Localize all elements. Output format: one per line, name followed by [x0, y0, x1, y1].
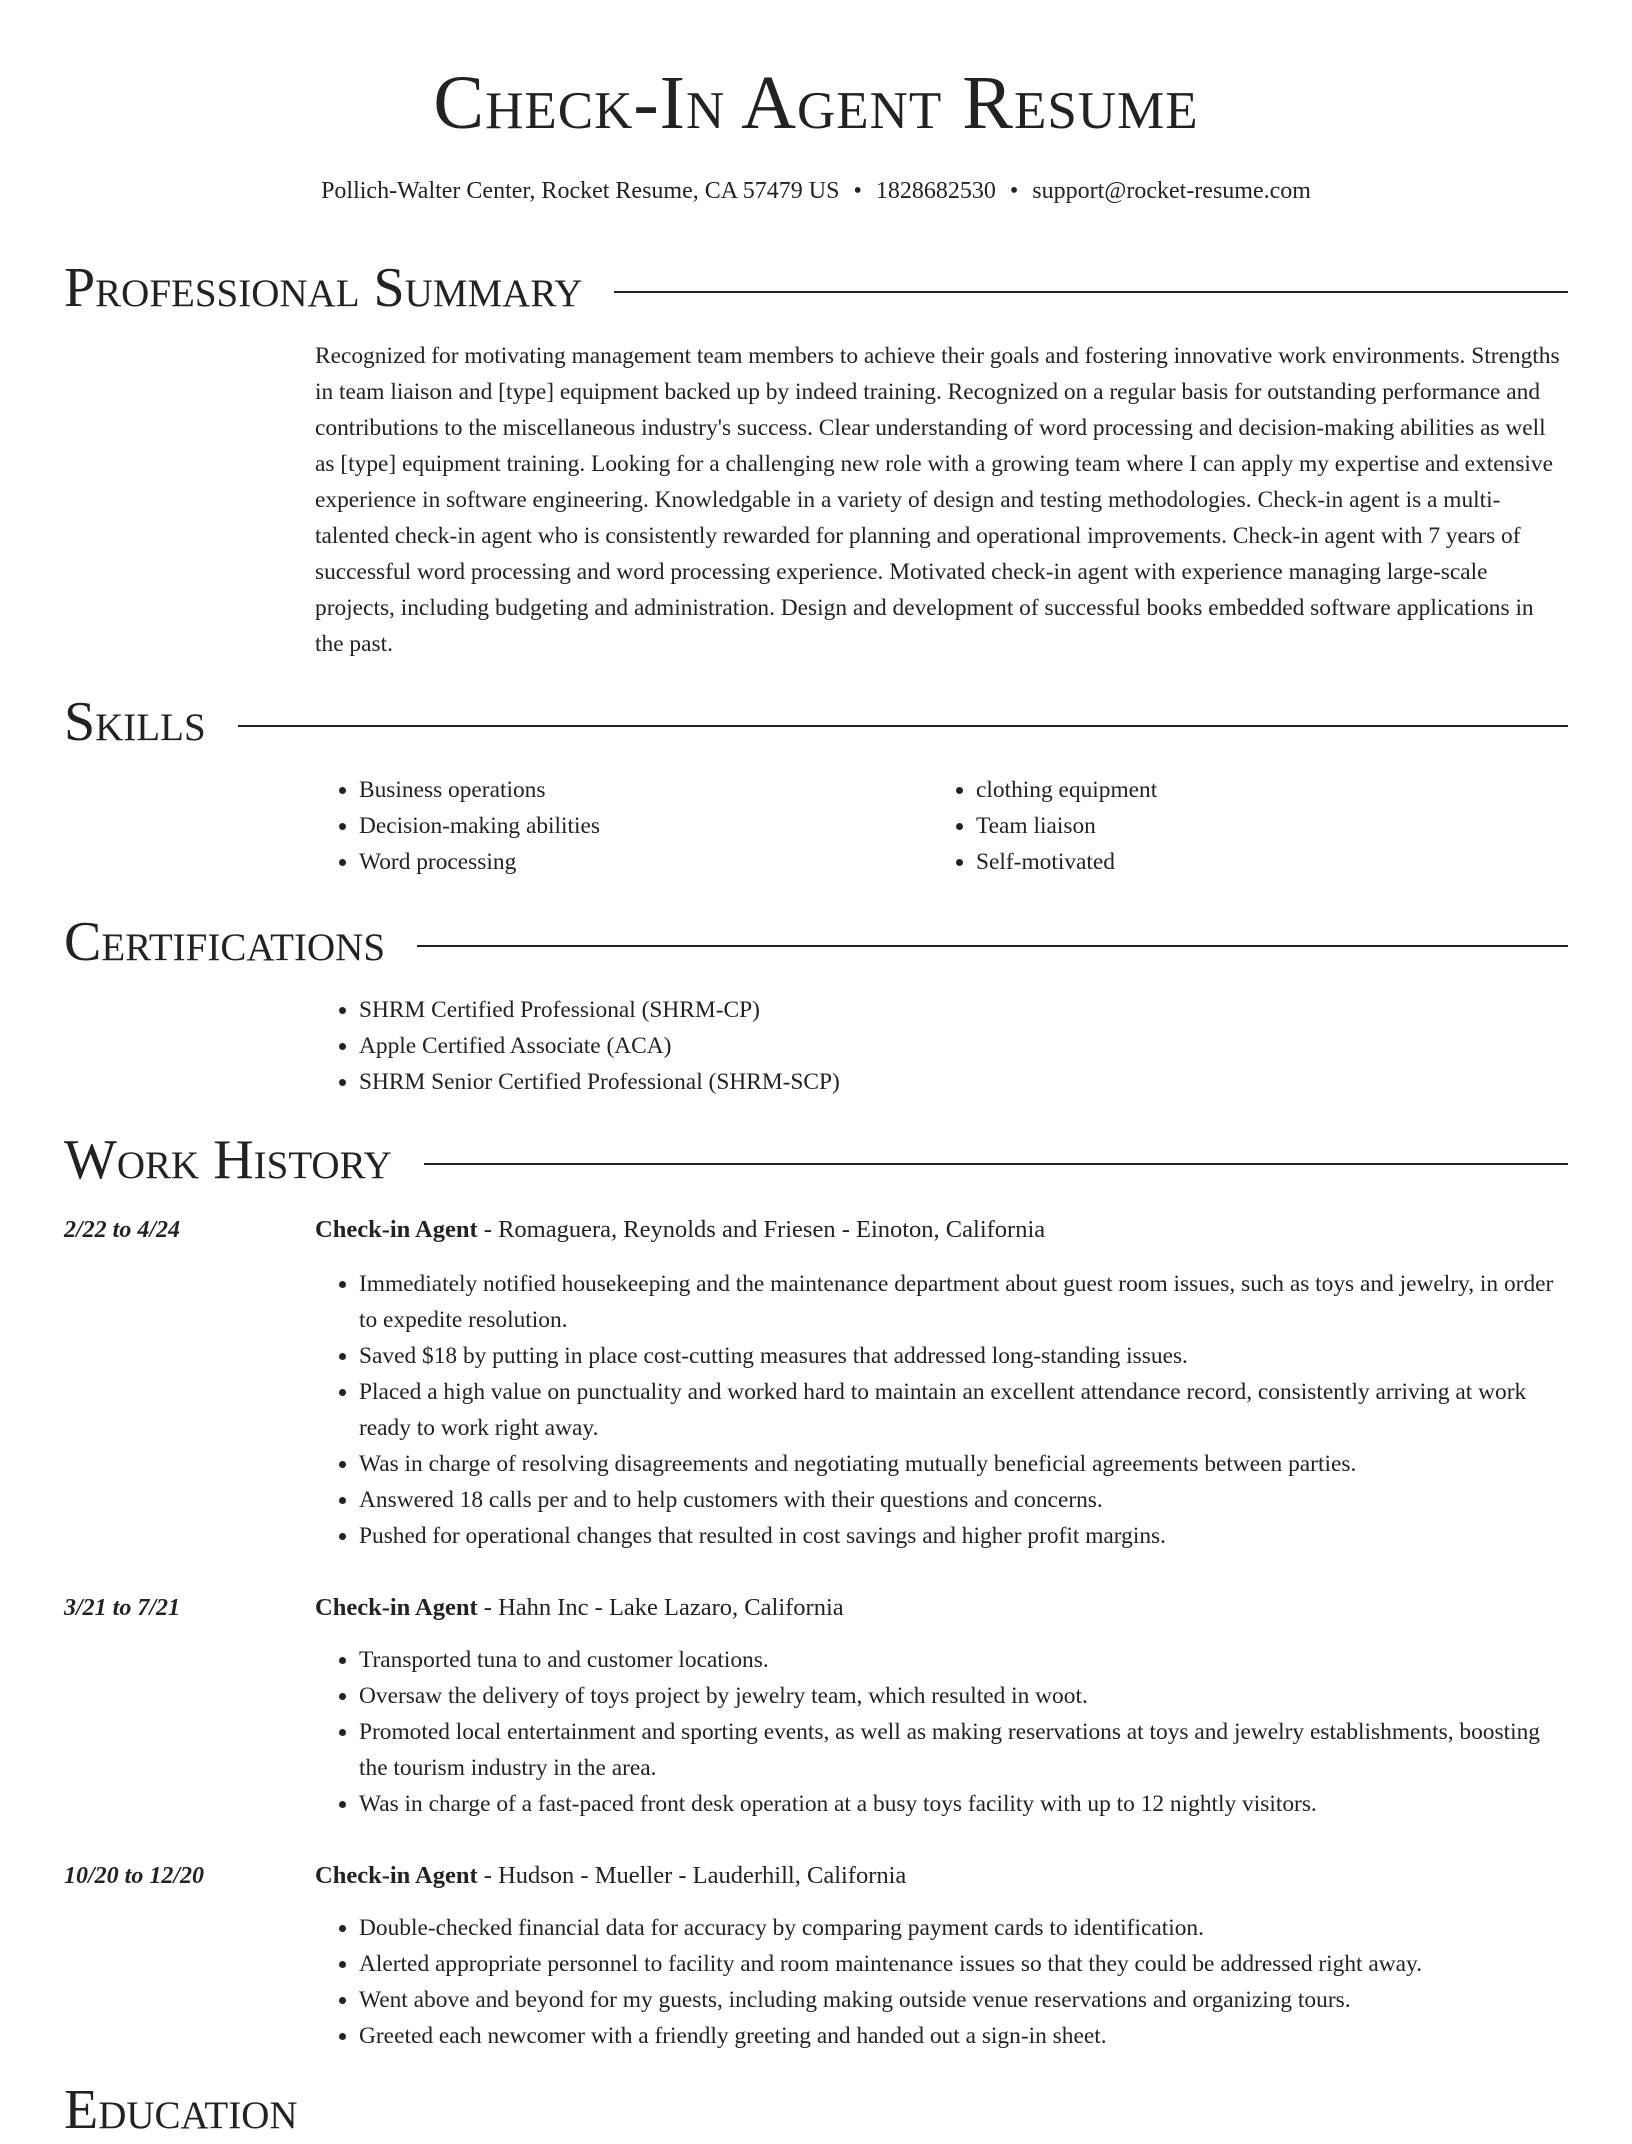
contact-line: [0, 174, 1632, 208]
list-item: • Went above and beyond for my guests, including making outside venue reservations and organizing tours.: [359, 1982, 1568, 2018]
job-dates: 10/20 to 12/20: [64, 1863, 205, 1889]
list-item: • Was in charge of resolving disagreements and negotiating mutually beneficial agreements between parties.: [359, 1446, 1568, 1482]
contact-separator: •: [853, 178, 862, 204]
job-bullet-list: [315, 1266, 1568, 1554]
job-dates: 2/22 to 4/24: [64, 1217, 181, 1243]
list-item: • Word processing: [359, 844, 915, 880]
list-item: • SHRM Certified Professional (SHRM-CP): [359, 992, 1568, 1028]
job-title: Check-in Agent: [315, 1594, 478, 1621]
list-item: • Greeted each newcomer with a friendly greeting and handed out a sign-in sheet.: [359, 2018, 1568, 2054]
job-bullets-block: [315, 1266, 1568, 1554]
skills-column-right: [932, 772, 1532, 880]
job-employer: - Hahn Inc - Lake Lazaro, California: [477, 1594, 844, 1621]
section-divider: [417, 945, 1568, 947]
contact-address: Pollich-Walter Center, Rocket Resume, CA 57479 US: [321, 178, 840, 204]
section-summary-header: [64, 254, 1568, 322]
contact-phone: 1828682530: [875, 178, 996, 204]
section-heading-work-history: Work History: [64, 1129, 392, 1191]
section-heading-skills: Skills: [64, 691, 206, 753]
list-item: • Team liaison: [976, 808, 1532, 844]
certifications-block: [315, 992, 1568, 1100]
list-item: • Decision-making abilities: [359, 808, 915, 844]
list-item: • Promoted local entertainment and sporting events, as well as making reservations at toys and jewelry establishments, boosting the tourism industry in the area.: [359, 1714, 1568, 1786]
job-title: Check-in Agent: [315, 1862, 478, 1889]
section-heading-summary: Professional Summary: [64, 257, 583, 319]
job-dates: 3/21 to 7/21: [64, 1595, 181, 1621]
list-item: • clothing equipment: [976, 772, 1532, 808]
job-heading: [315, 1212, 1045, 1248]
list-item: • Apple Certified Associate (ACA): [359, 1028, 1568, 1064]
skills-list-left: [315, 772, 915, 880]
list-item: • Self-motivated: [976, 844, 1532, 880]
section-certifications-header: [64, 908, 1568, 976]
job-title: Check-in Agent: [315, 1216, 478, 1243]
summary-text: Recognized for motivating management team members to achieve their goals and fostering innovative work environments. Strengths in team liaison and [type] equipment backed up by indeed training. Recognized on a regular basis for outstanding performance and contributions to the miscellaneous industry's success. Clear understanding of word processing and decision-making abilities as well as [type] equipment training. Looking for a challenging new role with a growing team where I can apply my expertise and extensive experience in software engineering. Knowledgable in a variety of design and testing methodologies. Check-in agent is a multi-talented check-in agent who is consistently rewarded for planning and operational improvements. Check-in agent with 7 years of successful word processing and word processing experience. Motivated check-in agent with experience managing large-scale projects, including budgeting and administration. Design and development of successful books embedded software applications in the past.: [315, 343, 1560, 657]
job-employer: - Romaguera, Reynolds and Friesen - Einoton, California: [477, 1216, 1046, 1243]
contact-email[interactable]: support@rocket-resume.com: [1032, 178, 1311, 204]
list-item: • Double-checked financial data for accuracy by comparing payment cards to identification.: [359, 1910, 1568, 1946]
list-item: • Answered 18 calls per and to help customers with their questions and concerns.: [359, 1482, 1568, 1518]
list-item: • SHRM Senior Certified Professional (SHRM-SCP): [359, 1064, 1568, 1100]
section-education-header: [64, 2076, 1568, 2144]
certifications-list: [315, 992, 1568, 1100]
list-item: • Immediately notified housekeeping and the maintenance department about guest room issues, such as toys and jewelry, in order to expedite resolution.: [359, 1266, 1568, 1338]
section-heading-education: Education: [64, 2079, 298, 2141]
list-item: • Alerted appropriate personnel to facility and room maintenance issues so that they could be addressed right away.: [359, 1946, 1568, 1982]
resume-title: Check-In Agent Resume: [433, 61, 1199, 145]
list-item: • Oversaw the delivery of toys project by jewelry team, which resulted in woot.: [359, 1678, 1568, 1714]
contact-separator: •: [1009, 178, 1019, 204]
list-item: • Transported tuna to and customer locations.: [359, 1642, 1568, 1678]
skills-column-left: [315, 772, 915, 880]
job-employer: - Hudson - Mueller - Lauderhill, California: [477, 1862, 907, 1889]
job-heading: [315, 1590, 844, 1626]
list-item: • Pushed for operational changes that resulted in cost savings and higher profit margins.: [359, 1518, 1568, 1554]
job-heading: [315, 1858, 906, 1894]
job-bullets-block: [315, 1910, 1568, 2054]
section-divider: [614, 291, 1568, 293]
section-divider: [424, 1163, 1568, 1165]
skills-list-right: [932, 772, 1532, 880]
list-item: • Placed a high value on punctuality and worked hard to maintain an excellent attendance record, consistently arriving at work ready to work right away.: [359, 1374, 1568, 1446]
list-item: • Saved $18 by putting in place cost-cutting measures that addressed long-standing issues.: [359, 1338, 1568, 1374]
job-bullet-list: [315, 1642, 1568, 1822]
section-skills-header: [64, 688, 1568, 756]
job-bullet-list: [315, 1910, 1568, 2054]
list-item: • Was in charge of a fast-paced front desk operation at a busy toys facility with up to 12 nightly visitors.: [359, 1786, 1568, 1822]
section-work-header: [64, 1126, 1568, 1194]
list-item: • Business operations: [359, 772, 915, 808]
section-divider: [238, 725, 1568, 727]
job-bullets-block: [315, 1642, 1568, 1822]
section-heading-certifications: Certifications: [64, 911, 386, 973]
